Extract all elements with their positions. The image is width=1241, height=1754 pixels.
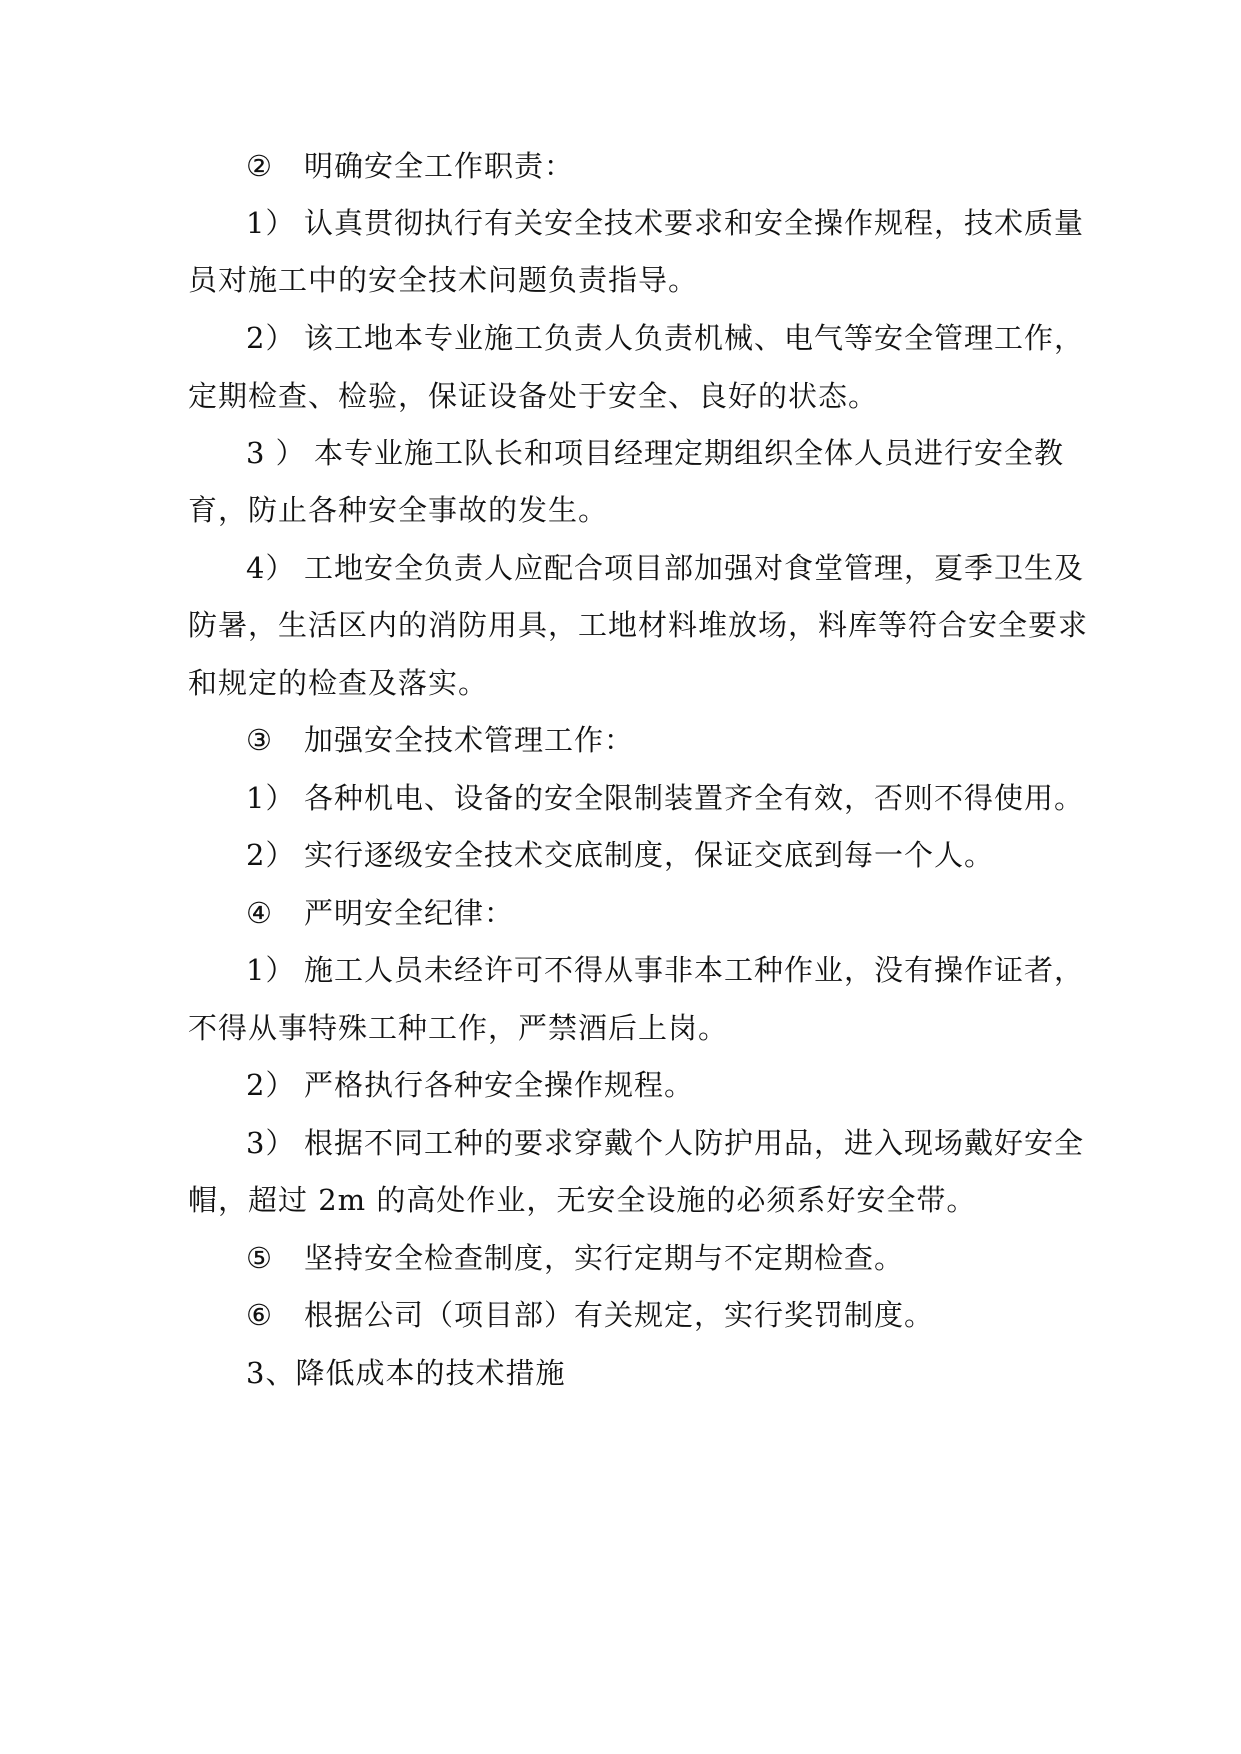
paragraph-text: 各种机电、设备的安全限制装置齐全有效，否则不得使用。 [304,781,1085,815]
item-marker-line [246,722,634,758]
list-marker: 3） [246,1126,296,1160]
paragraph-text: 本专业施工队长和项目经理定期组织全体人员进行安全教 [314,436,1065,470]
paragraph-text: 根据公司（项目部）有关规定，实行奖罚制度。 [304,1298,935,1332]
item-marker-line [246,148,574,184]
paragraph-continuation: 防暑，生活区内的消防用具，工地材料堆放场，料库等符合安全要求 [188,608,1089,642]
paragraph-continuation: 定期检查、检验，保证设备处于安全、良好的状态。 [188,379,879,413]
item-marker-line [246,435,1064,471]
list-marker: 1） [246,781,296,815]
item-marker-line [246,320,1084,356]
paragraph-continuation: 不得从事特殊工种工作，严禁酒后上岗。 [188,1011,729,1045]
item-marker-line [246,837,994,873]
list-marker: 4） [246,551,296,585]
paragraph-text: 严明安全纪律： [304,896,515,930]
list-marker: ⑤ [246,1241,273,1275]
list-marker: ④ [246,896,273,930]
list-marker: 1） [246,953,296,987]
item-marker-line [246,780,1084,816]
list-marker: 2） [246,838,296,872]
list-marker: ⑥ [246,1298,273,1332]
item-marker-line [246,550,1084,586]
list-marker: 2） [246,321,296,355]
paragraph-text: 加强安全技术管理工作： [304,723,635,757]
paragraph-continuation: 员对施工中的安全技术问题负责指导。 [188,263,699,297]
paragraph-text: 明确安全工作职责： [304,149,575,183]
paragraph-text: 实行逐级安全技术交底制度，保证交底到每一个人。 [304,838,995,872]
list-marker: 2） [246,1068,296,1102]
item-marker-line [246,952,1084,988]
item-marker-line [246,895,514,931]
list-marker: ③ [246,723,273,757]
paragraph-text: 工地安全负责人应配合项目部加强对食堂管理，夏季卫生及 [304,551,1085,585]
list-marker: ② [246,149,273,183]
paragraph-text: 认真贯彻执行有关安全技术要求和安全操作规程，技术质量 [304,206,1085,240]
paragraph-continuation: 育，防止各种安全事故的发生。 [188,493,609,527]
paragraph-continuation: 帽，超过 2m 的高处作业，无安全设施的必须系好安全带。 [188,1183,977,1217]
item-marker-line [246,1297,934,1333]
section-heading: 3、降低成本的技术措施 [246,1356,566,1390]
list-marker: 3 ） [246,436,306,470]
item-marker-line [246,1067,694,1103]
paragraph-text: 严格执行各种安全操作规程。 [304,1068,695,1102]
item-marker-line [246,1240,904,1276]
paragraph-text: 坚持安全检查制度，实行定期与不定期检查。 [304,1241,905,1275]
paragraph-continuation: 和规定的检查及落实。 [188,666,489,700]
item-marker-line [246,205,1084,241]
list-marker: 1） [246,206,296,240]
paragraph-text: 施工人员未经许可不得从事非本工种作业，没有操作证者， [304,953,1085,987]
paragraph-text: 根据不同工种的要求穿戴个人防护用品，进入现场戴好安全 [304,1126,1085,1160]
paragraph-text: 该工地本专业施工负责人负责机械、电气等安全管理工作， [304,321,1085,355]
item-marker-line [246,1125,1084,1161]
